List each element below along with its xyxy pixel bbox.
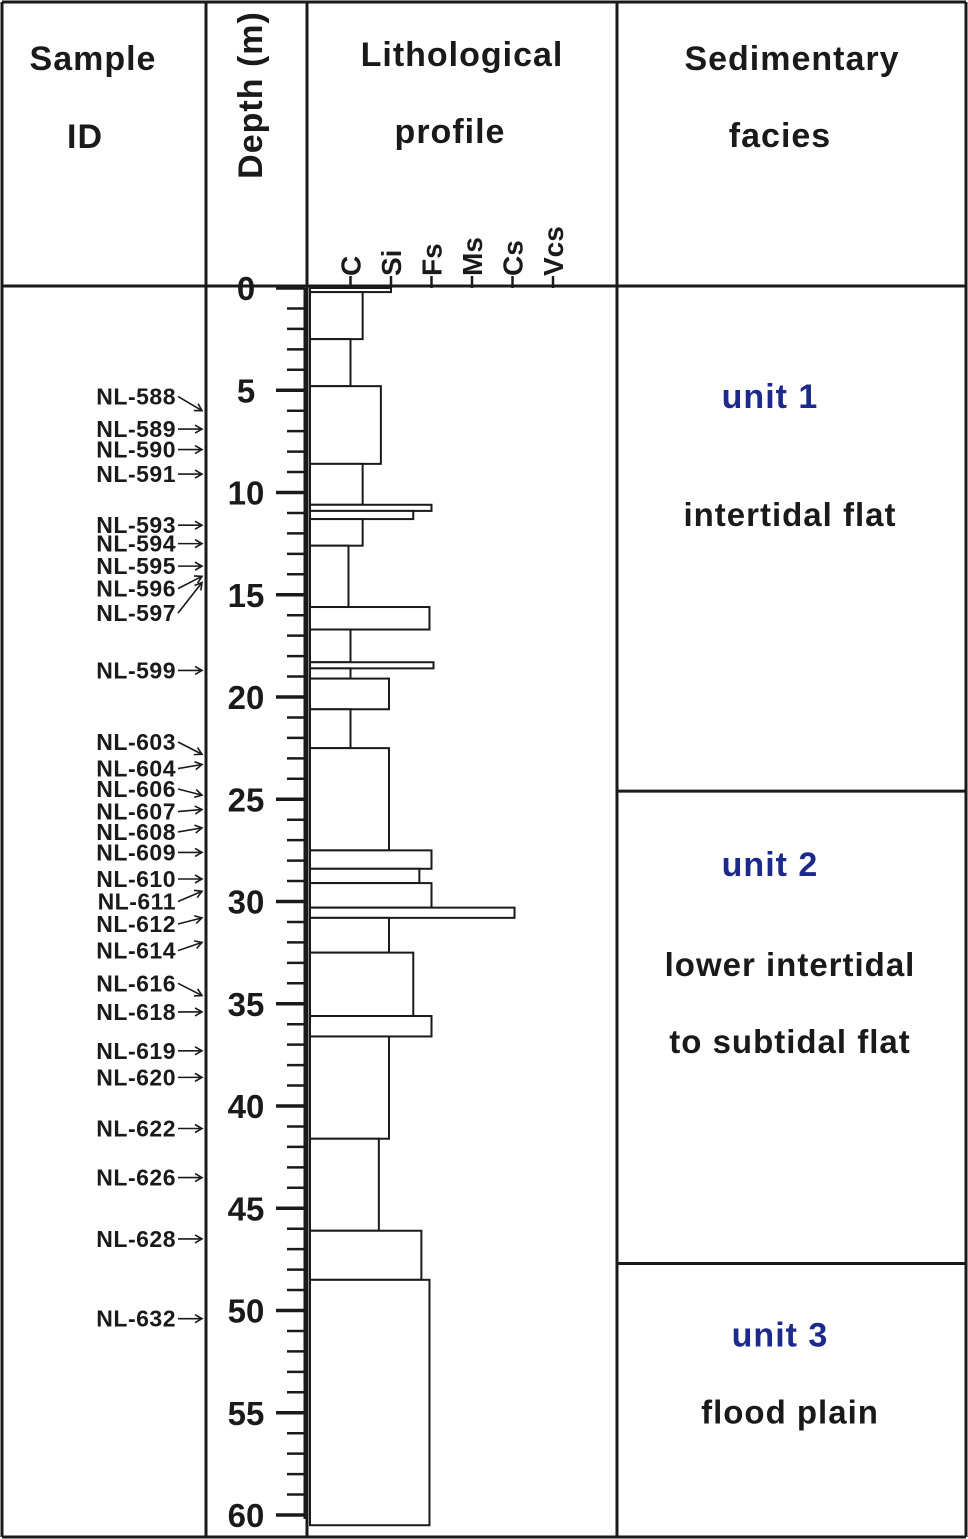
lithology-bed xyxy=(310,709,351,748)
lithology-bed xyxy=(310,953,413,1016)
sample-id-label: NL-594 xyxy=(96,530,176,557)
depth-label: 40 xyxy=(227,1088,265,1125)
lithology-bed xyxy=(310,869,419,883)
lithology-bed xyxy=(310,748,389,850)
sample-id-label: NL-599 xyxy=(96,657,176,684)
sample-id-label: NL-618 xyxy=(96,998,176,1025)
depth-label: 25 xyxy=(227,781,265,819)
sample-id-label: NL-608 xyxy=(96,818,176,845)
depth-label: 60 xyxy=(227,1497,265,1534)
lithology-bed xyxy=(310,1036,389,1138)
sample-id-label: NL-612 xyxy=(96,910,176,937)
sample-id-list xyxy=(96,383,202,1331)
depth-label: 10 xyxy=(227,474,265,512)
sample-id-label: NL-619 xyxy=(96,1037,176,1064)
lithology-bed xyxy=(310,464,363,505)
sample-id-label: NL-620 xyxy=(96,1064,176,1091)
lithology-bed xyxy=(310,546,348,607)
lithology-bed xyxy=(310,386,381,464)
grain-label-vcs: Vcs xyxy=(538,226,569,276)
lithology-bed xyxy=(310,1016,432,1036)
sample-id-label: NL-597 xyxy=(96,600,176,627)
grain-label-c: C xyxy=(335,255,367,276)
facies-description: flood plain xyxy=(701,1393,879,1431)
sample-id-label: NL-614 xyxy=(96,937,176,964)
lithology-bed xyxy=(310,1280,429,1525)
facies-description: lower intertidal xyxy=(664,946,916,984)
lithology-bed xyxy=(310,1139,379,1231)
grain-label-ms: Ms xyxy=(457,237,488,276)
facies-description: to subtidal flat xyxy=(669,1023,911,1061)
depth-label: 15 xyxy=(227,576,265,614)
depth-label: 5 xyxy=(236,372,256,410)
sample-id-label: NL-589 xyxy=(96,416,176,443)
sedimentary-facies-header-line1: Sedimentary xyxy=(684,40,900,78)
sample-id-label: NL-606 xyxy=(96,776,176,803)
sample-id-label: NL-588 xyxy=(96,383,176,410)
facies-column xyxy=(617,378,966,1430)
lithology-bed xyxy=(310,607,429,629)
depth-label: 55 xyxy=(227,1394,265,1432)
lithology-bed xyxy=(310,292,363,339)
facies-unit-label: unit 2 xyxy=(721,846,819,885)
sample-id-label: NL-593 xyxy=(96,512,176,539)
depth-axis xyxy=(228,270,305,1534)
grain-label-cs: Cs xyxy=(497,240,529,276)
sedimentary-facies-header-line2: facies xyxy=(728,117,832,155)
sample-id-label: NL-616 xyxy=(96,970,176,997)
sample-id-label: NL-595 xyxy=(96,553,176,580)
sample-id-label: NL-632 xyxy=(96,1305,176,1332)
lithology-bed xyxy=(310,519,363,546)
grain-size-axis xyxy=(336,226,570,288)
lithology-bed xyxy=(310,668,351,678)
sample-id-label: NL-611 xyxy=(97,888,176,915)
sample-id-header-line2: ID xyxy=(67,118,103,156)
grain-label-si: Si xyxy=(376,249,407,276)
sample-id-label: NL-628 xyxy=(96,1225,176,1252)
sample-id-header-line1: Sample xyxy=(29,40,157,78)
lithology-bed xyxy=(310,679,389,710)
sample-id-label: NL-604 xyxy=(96,755,176,782)
depth-label: 20 xyxy=(227,679,265,716)
sample-id-label: NL-603 xyxy=(96,728,176,755)
lithology-bed xyxy=(310,908,515,918)
depth-header: Depth (m) xyxy=(232,11,270,179)
lithological-profile xyxy=(310,288,515,1525)
sample-id-label: NL-607 xyxy=(96,798,176,825)
lithology-bed xyxy=(310,511,413,519)
grain-label-fs: Fs xyxy=(416,243,448,276)
depth-label: 0 xyxy=(236,270,256,307)
depth-label: 35 xyxy=(227,985,265,1023)
depth-label: 30 xyxy=(227,883,265,921)
lithological-profile-header-line1: Lithological xyxy=(360,36,564,74)
lithological-profile-header-line2: profile xyxy=(394,113,506,151)
sample-id-label: NL-590 xyxy=(96,436,176,463)
facies-unit-label: unit 1 xyxy=(721,378,819,416)
sample-id-label: NL-622 xyxy=(96,1115,176,1142)
sample-id-label: NL-610 xyxy=(96,866,176,893)
facies-description: intertidal flat xyxy=(683,496,897,533)
facies-unit-label: unit 3 xyxy=(731,1316,829,1355)
lithology-bed xyxy=(310,883,432,908)
depth-label: 45 xyxy=(227,1190,265,1228)
lithology-bed xyxy=(310,339,351,386)
lithology-bed xyxy=(310,1231,421,1280)
sample-id-label: NL-591 xyxy=(96,461,176,488)
lithology-bed xyxy=(310,850,432,868)
sample-id-label: NL-609 xyxy=(96,839,176,866)
lithology-bed xyxy=(310,630,351,663)
sample-id-label: NL-596 xyxy=(96,575,176,602)
sample-id-label: NL-626 xyxy=(96,1164,176,1191)
lithology-bed xyxy=(310,918,389,953)
depth-label: 50 xyxy=(227,1292,265,1330)
